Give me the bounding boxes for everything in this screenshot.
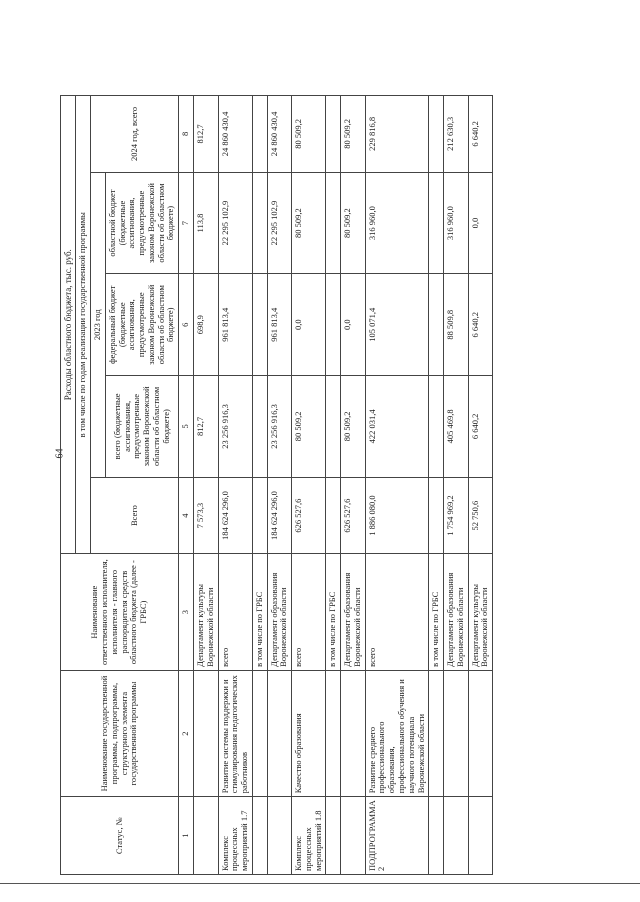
row-all [429,376,444,478]
row-federal: 961 813,4 [267,274,292,376]
row-federal: 88 509,8 [444,274,469,376]
row-status [326,797,341,875]
table-row [292,96,326,875]
row-status [252,797,267,875]
table-row [341,96,366,875]
col-num: 1 [179,797,194,875]
row-status [468,797,493,875]
table-row [444,96,469,875]
header-total: Всего [91,477,179,554]
row-executor: Департамент культуры Воронежской области [468,554,493,670]
row-2024: 24 860 430,4 [218,96,252,173]
row-program-name [444,670,469,796]
row-executor: всего [292,554,326,670]
table-row [267,96,292,875]
row-all: 422 031,4 [365,376,429,478]
row-total: 184 624 296,0 [218,477,252,554]
row-federal: 0,0 [292,274,326,376]
row-2024: 80 509,2 [292,96,326,173]
row-total: 7 573,3 [194,477,219,554]
row-2024 [429,96,444,173]
row-regional: 22 295 102,9 [218,172,252,274]
row-all: 812,7 [194,376,219,478]
row-program-name: Развитие системы поддержки и стимулирования педагогических работников [218,670,252,796]
page-number: 64 [54,448,66,459]
budget-table-frame [60,95,580,875]
col-num: 4 [179,477,194,554]
page-bottom-rule [0,883,640,884]
row-executor: всего [218,554,252,670]
row-regional [429,172,444,274]
row-status: ПОДПРОГРАММА 2 [365,797,429,875]
row-total [326,477,341,554]
row-all [326,376,341,478]
row-executor: Департамент культуры Воронежской области [194,554,219,670]
row-regional: 80 509,2 [341,172,366,274]
header-federal: федеральный бюджет (бюджетные ассигнования, предусмотренные законом Воронежской области об областном бюджете) [105,274,178,376]
row-regional: 22 295 102,9 [267,172,292,274]
row-all: 6 640,2 [468,376,493,478]
row-total: 626 527,6 [292,477,326,554]
row-total [429,477,444,554]
row-executor: Департамент образования Воронежской области [267,554,292,670]
row-total [252,477,267,554]
row-regional: 80 509,2 [292,172,326,274]
row-2024: 6 640,2 [468,96,493,173]
col-num: 6 [179,274,194,376]
col-num: 8 [179,96,194,173]
header-status: Статус, № [61,797,179,875]
header-year-2024: 2024 год, всего [91,96,179,173]
col-num: 7 [179,172,194,274]
row-executor: Департамент образования Воронежской области [444,554,469,670]
row-2024 [326,96,341,173]
row-total: 626 527,6 [341,477,366,554]
row-total: 1 754 969,2 [444,477,469,554]
header-executor: Наименование ответственного исполнителя, исполнителя - главного распорядителя средств областного бюджета (далее - ГРБС) [61,554,179,670]
col-num: 5 [179,376,194,478]
table-row [218,96,252,875]
row-program-name: Развитие среднего профессионального образования, профессионального обучения и научного потенциала Воронежской области [365,670,429,796]
header-all: всего (бюджетные ассигнования, предусмотренные законом Воронежской области об областном бюджете) [105,376,178,478]
row-status: Комплекс процессных мероприятий 1.8 [292,797,326,875]
row-executor: Департамент образования Воронежской области [341,554,366,670]
row-2024: 24 860 430,4 [267,96,292,173]
table-row [429,96,444,875]
row-2024: 812,7 [194,96,219,173]
table-row [326,96,341,875]
row-regional: 316 960,0 [365,172,429,274]
row-all: 405 469,8 [444,376,469,478]
row-total: 52 750,6 [468,477,493,554]
row-2024: 212 630,3 [444,96,469,173]
row-2024 [252,96,267,173]
row-program-name: Качество образования [292,670,326,796]
row-all: 80 509,2 [292,376,326,478]
row-total: 184 624 296,0 [267,477,292,554]
row-executor: в том числе по ГРБС [252,554,267,670]
header-regional: областной бюджет (бюджетные ассигнования, предусмотренные законом Воронежской области об областном бюджете) [105,172,178,274]
row-federal: 105 071,4 [365,274,429,376]
row-executor: в том числе по ГРБС [326,554,341,670]
row-total: 1 886 080,0 [365,477,429,554]
header-year-2023: 2023 год [91,172,106,477]
row-status [341,797,366,875]
row-regional [252,172,267,274]
row-status [444,797,469,875]
row-all: 80 509,2 [341,376,366,478]
col-num: 3 [179,554,194,670]
row-federal: 961 813,4 [218,274,252,376]
table-row [252,96,267,875]
row-federal: 0,0 [341,274,366,376]
row-all [252,376,267,478]
row-status [267,797,292,875]
row-program-name [267,670,292,796]
row-2024: 80 509,2 [341,96,366,173]
row-status [194,797,219,875]
row-status: Комплекс процессных мероприятий 1.7 [218,797,252,875]
budget-table [60,95,493,875]
header-expenses-title: Расходы областного бюджета, тыс. руб. [61,96,76,554]
row-executor: всего [365,554,429,670]
row-regional: 113,8 [194,172,219,274]
row-program-name [468,670,493,796]
row-federal [429,274,444,376]
row-program-name [341,670,366,796]
header-program-name: Наименование государственной программы, подпрограммы, структурного элемента государственной программы [61,670,179,796]
row-all: 23 256 916,3 [218,376,252,478]
row-federal: 6 640,2 [468,274,493,376]
row-regional [326,172,341,274]
row-program-name [252,670,267,796]
row-federal: 698,9 [194,274,219,376]
row-2024: 229 816,8 [365,96,429,173]
table-row [194,96,219,875]
header-by-years: в том числе по годам реализации государственной программы [76,96,91,554]
row-executor: в том числе по ГРБС [429,554,444,670]
col-num: 2 [179,670,194,796]
row-regional: 316 960,0 [444,172,469,274]
table-row [468,96,493,875]
row-federal [252,274,267,376]
row-program-name [429,670,444,796]
row-federal [326,274,341,376]
row-regional: 0,0 [468,172,493,274]
table-row [365,96,429,875]
row-all: 23 256 916,3 [267,376,292,478]
row-program-name [326,670,341,796]
row-program-name [194,670,219,796]
row-status [429,797,444,875]
